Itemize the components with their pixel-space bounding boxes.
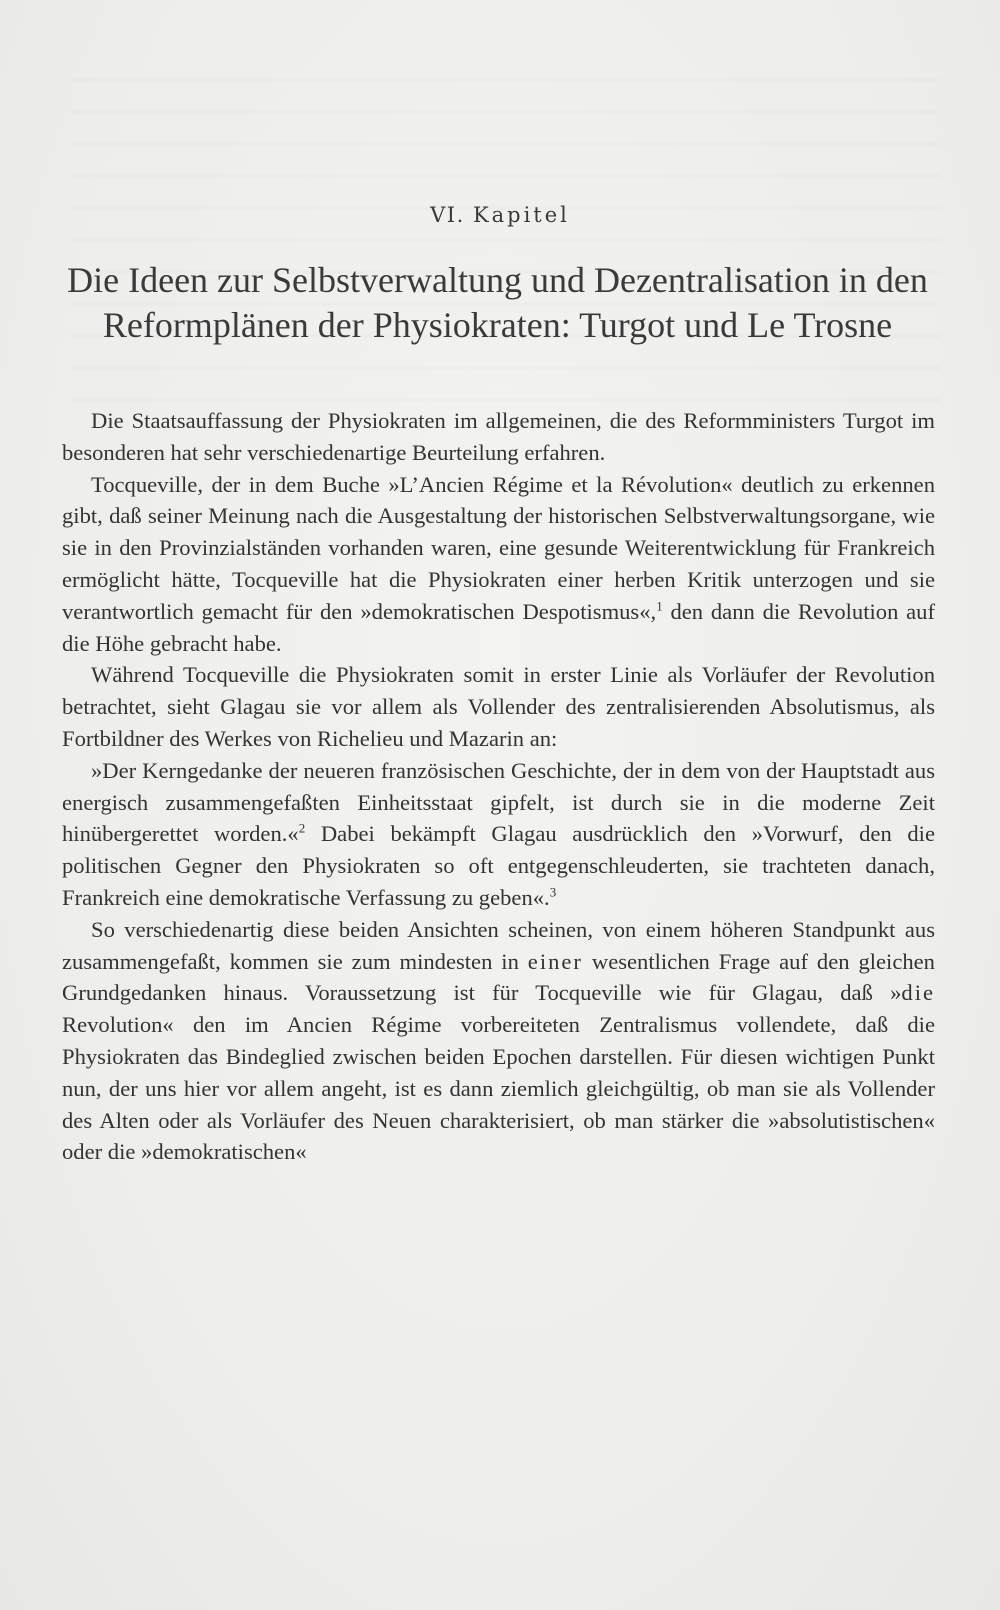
paragraph-3: Während Tocqueville die Physiokraten somit in erster Linie als Vorläufer der Revolution betrachtet, sieht Glagau sie vor allem als Vollender des zentralisierenden Absolutismus, als Fortbildner des Werkes von Richelieu und Mazarin an: <box>62 662 935 751</box>
body-text <box>62 405 935 1168</box>
show-through-texture <box>70 55 940 415</box>
footnote-ref-2: 2 <box>298 820 306 836</box>
chapter-number: VI. <box>430 203 465 227</box>
footnote-ref-1: 1 <box>656 598 663 614</box>
paragraph-5: So verschiedenartig diese beiden Ansichten scheinen, von einem höheren Standpunkt aus zusammengefaßt, kommen sie zum mindesten in einer wesentlichen Frage auf den gleichen Grundgedanken hinaus. Voraussetzung ist für Tocqueville wie für Glagau, daß »die Revolution« den im Ancien Régime vorbereiteten Zentralismus vollendete, daß die Physiokraten das Bindeglied zwischen beiden Epochen darstellen. Für diesen wichtigen Punkt nun, der uns hier vor allem angeht, ist es dann ziemlich gleichgültig, ob man sie als Vollender des Alten oder als Vorläufer des Neuen charakterisiert, ob man stärker die »absolutistischen« oder die »demokratischen« <box>62 916 935 1165</box>
chapter-heading <box>0 203 1000 227</box>
emphasis-einer: einer <box>527 948 583 974</box>
paragraph-1: Die Staatsauffassung der Physiokraten im allgemeinen, die des Reformministers Turgot im besonderen hat sehr verschiedenartige Beurteilung erfahren. <box>62 408 935 465</box>
footnote-ref-3: 3 <box>549 884 557 900</box>
paragraph-4-quote: »Der Kerngedanke der neueren französischen Geschichte, der in dem von der Hauptstadt aus energisch zusammengefaßten Einheitsstaat gipfelt, ist durch sie in die moderne Zeit hinübergerettet worden.«$^2$ Dabei bekämpft Glagau ausdrücklich den »Vorwurf, den die politischen Gegner den Physiokraten so oft entgegenschleuderten, sie trachteten danach, Frankreich eine demokratische Verfassung zu geben«.$^3$ <box>62 757 935 910</box>
emphasis-die: die <box>901 980 935 1006</box>
chapter-title: Die Ideen zur Selbstverwaltung und Dezentralisation in den Reformplänen der Physiokraten: Turgot und Le Trosne <box>67 260 928 345</box>
paragraph-2: Tocqueville, der in dem Buche »L’Ancien Régime et la Révolution« deutlich zu erkennen gibt, daß seiner Meinung nach die Ausgestaltung der historischen Selbstverwaltungsorgane, wie sie in den Provinzialständen vorhanden waren, eine gesunde Weiterentwicklung für Frankreich ermöglicht hätte, Tocqueville hat die Physiokraten einer herben Kritik unterzogen und sie verantwortlich gemacht für den »demokratischen Despotismus«,$^1$ den dann die Revolution auf die Höhe gebracht habe. <box>62 471 935 656</box>
chapter-word: Kapitel <box>472 203 570 227</box>
